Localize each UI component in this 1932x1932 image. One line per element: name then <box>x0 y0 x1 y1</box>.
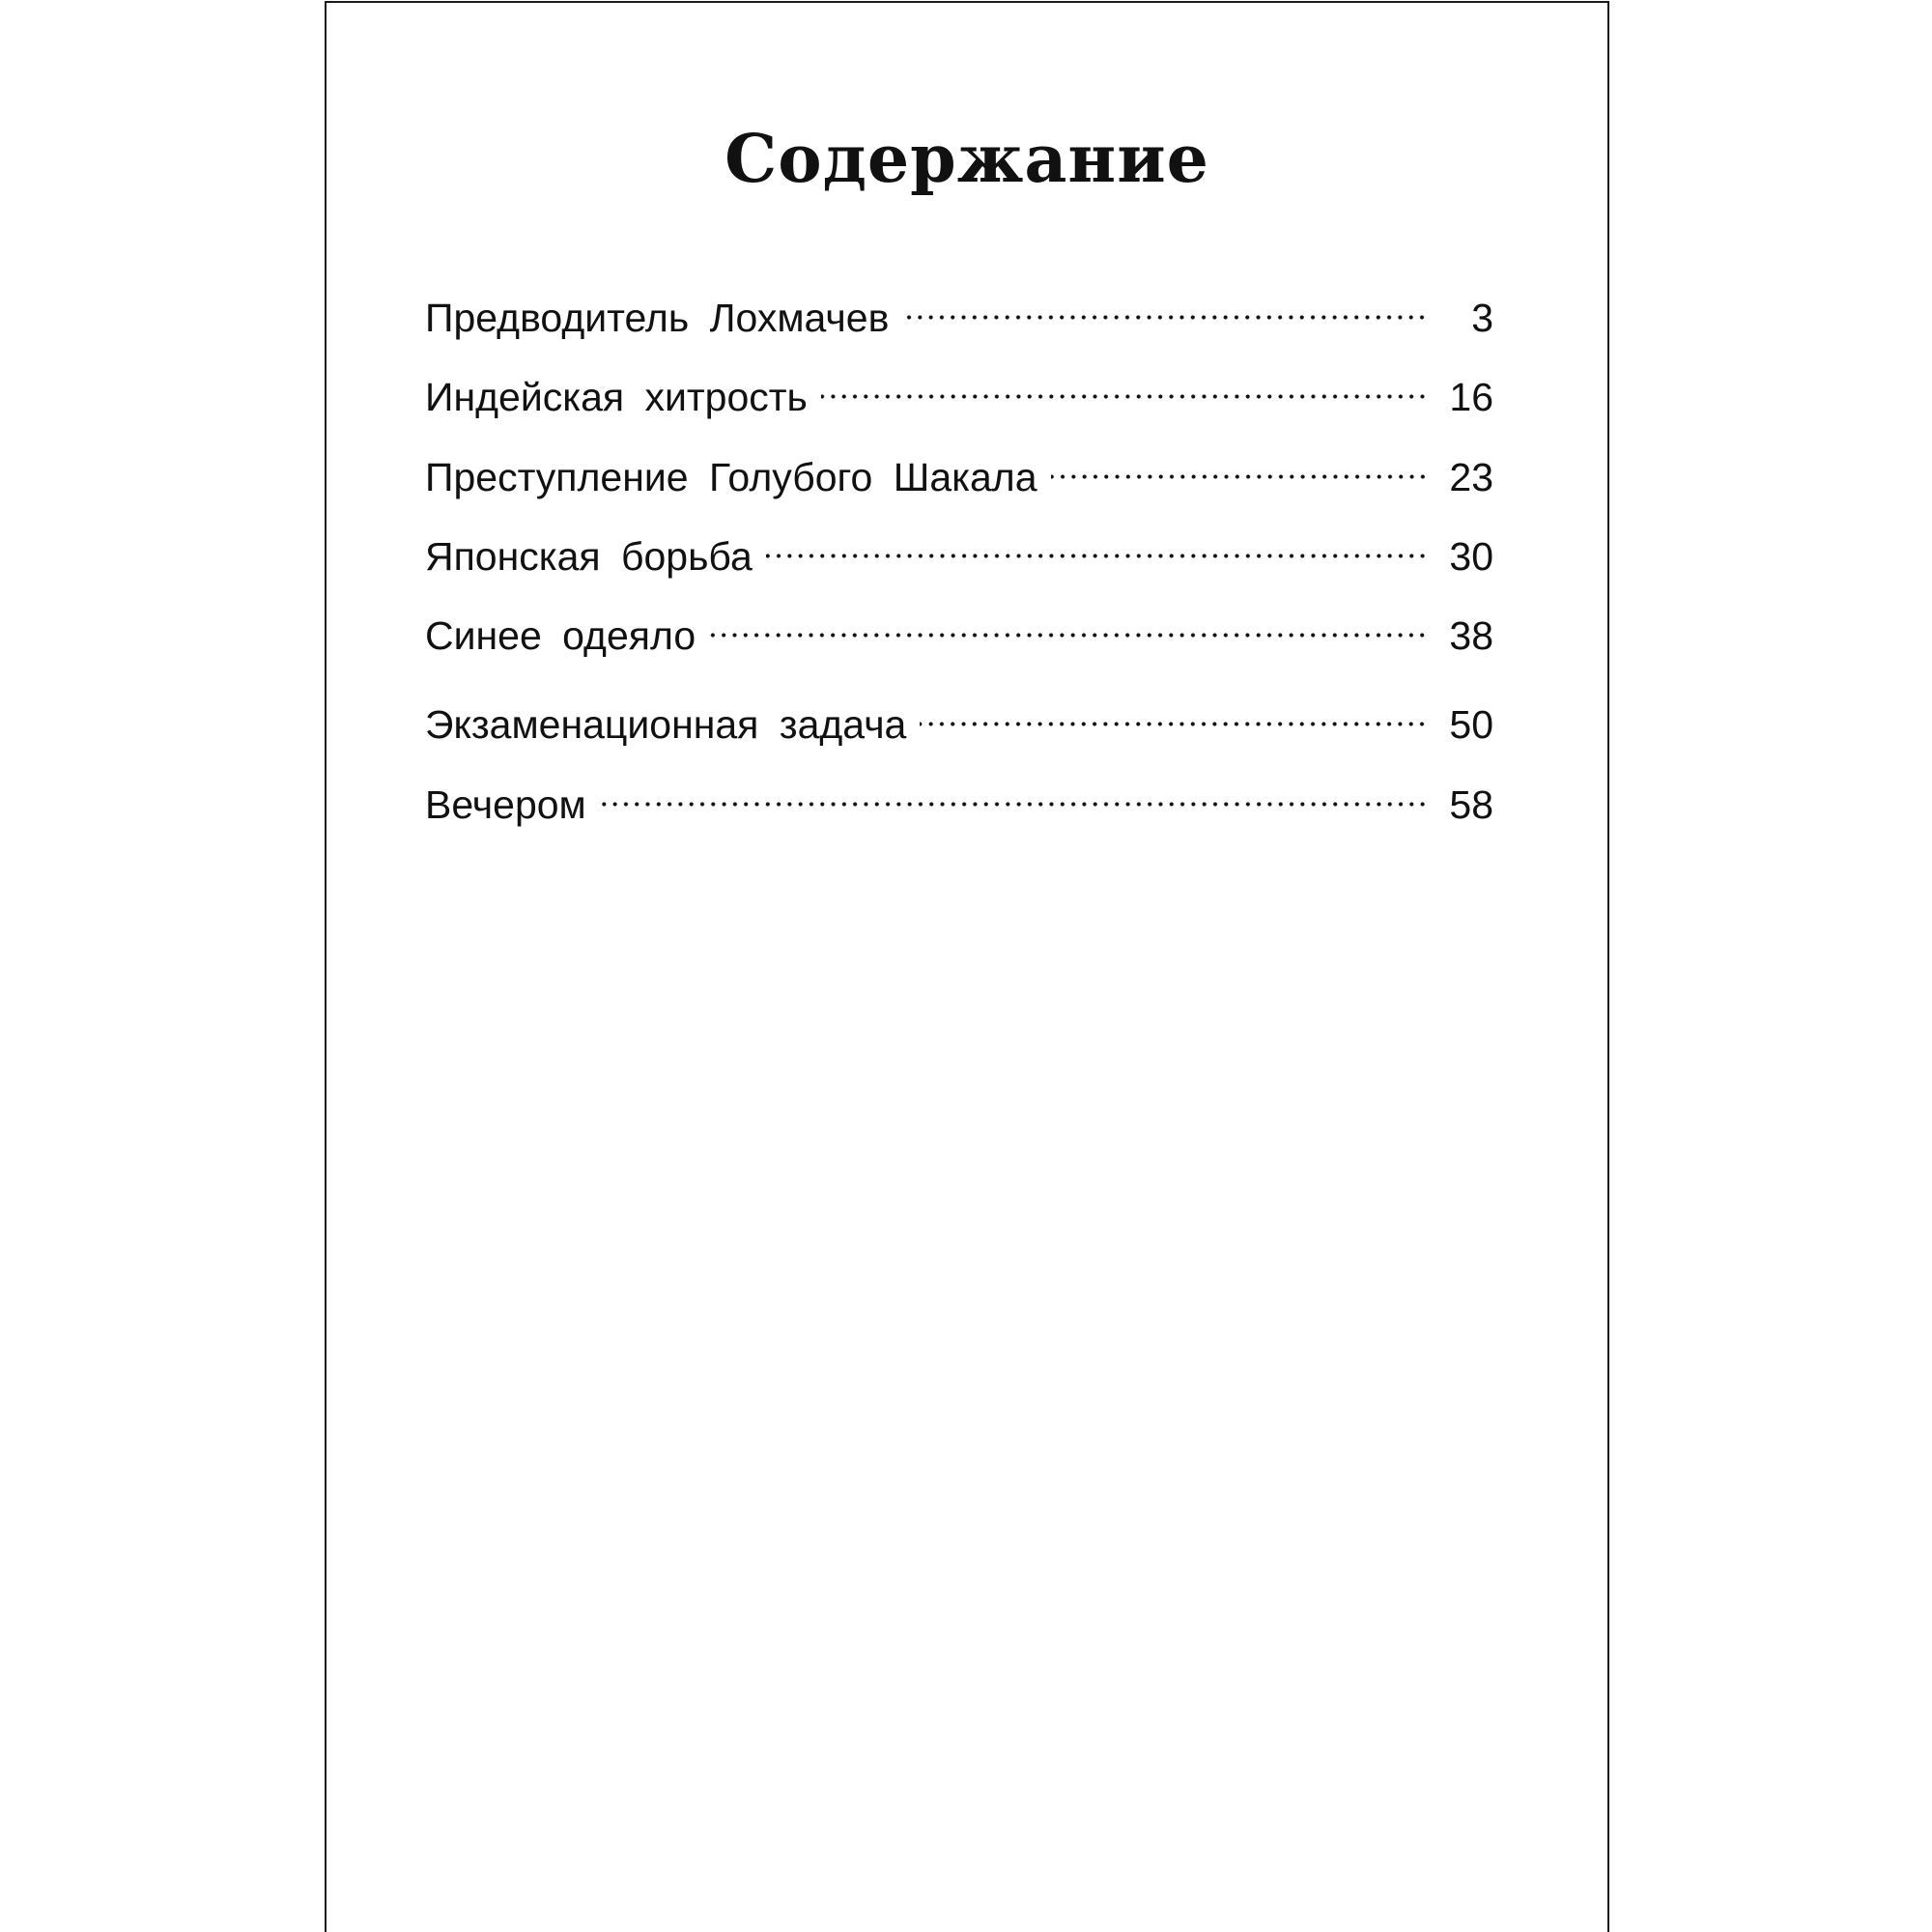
dot-leader <box>920 680 1428 738</box>
toc-entry-page: 3 <box>1471 296 1493 340</box>
toc-entry-page: 38 <box>1449 613 1493 658</box>
toc-entry-title: Индейская хитрость <box>425 375 808 419</box>
toc-entry[interactable] <box>425 353 1493 419</box>
book-page <box>325 1 1609 1932</box>
toc-entry-title: Экзаменационная задача <box>425 702 907 747</box>
toc-entry-page: 58 <box>1449 782 1493 827</box>
toc-entry[interactable] <box>425 760 1493 827</box>
toc-entry[interactable] <box>425 273 1493 340</box>
toc-entry-title: Вечером <box>425 782 586 827</box>
dot-leader <box>766 512 1428 570</box>
toc-entry-title: Предводитель Лохмачев <box>425 296 890 340</box>
dot-leader <box>1051 433 1429 491</box>
toc-entry-title: Японская борьба <box>425 534 753 579</box>
page-title: Содержание <box>724 121 1209 198</box>
toc-entry-page: 30 <box>1449 534 1493 579</box>
toc-entry[interactable] <box>425 512 1493 579</box>
toc-entry-title: Синее одеяло <box>425 613 696 658</box>
toc-entry[interactable] <box>425 433 1493 499</box>
dot-leader <box>821 353 1428 411</box>
toc-entry-title: Преступление Голубого Шакала <box>425 455 1037 499</box>
dot-leader <box>600 760 1428 818</box>
toc-entry-page: 50 <box>1449 702 1493 747</box>
toc-entry-page: 23 <box>1449 455 1493 499</box>
dot-leader <box>902 273 1428 331</box>
toc-entry-page: 16 <box>1449 375 1493 419</box>
toc-entry[interactable] <box>425 591 1493 658</box>
dot-leader <box>709 591 1428 649</box>
toc-entry[interactable] <box>425 680 1493 747</box>
